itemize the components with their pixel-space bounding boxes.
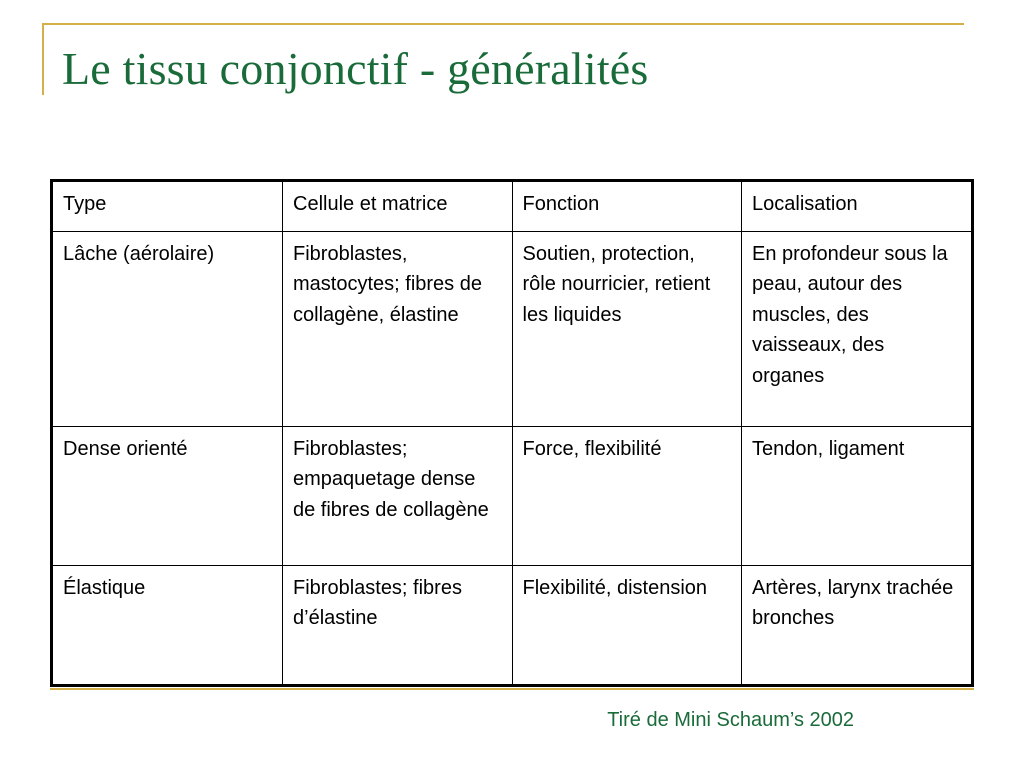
tissue-table: [50, 179, 974, 687]
table-cell: Élastique: [53, 565, 283, 684]
table-header-row: [53, 182, 971, 231]
table-row: [53, 231, 971, 426]
decorative-bottom-line: [50, 688, 974, 690]
table-cell: Fibroblastes; empaquetage dense de fibres de collagène: [283, 426, 513, 565]
table-cell: Lâche (aérolaire): [53, 231, 283, 426]
table-cell: Dense orienté: [53, 426, 283, 565]
table-cell: Soutien, protection, rôle nourricier, retient les liquides: [512, 231, 742, 426]
table-cell: Artères, larynx trachée bronches: [742, 565, 972, 684]
table-cell: Tendon, ligament: [742, 426, 972, 565]
table-row: [53, 426, 971, 565]
header-cell-type: Type: [53, 182, 283, 231]
table-cell: Fibroblastes; fibres d’élastine: [283, 565, 513, 684]
decorative-left-line: [42, 23, 44, 95]
header-cell-function: Fonction: [512, 182, 742, 231]
source-credit: Tiré de Mini Schaum’s 2002: [607, 709, 854, 731]
table-cell: En profondeur sous la peau, autour des muscles, des vaisseaux, des organes: [742, 231, 972, 426]
table-row: [53, 565, 971, 684]
table-cell: Force, flexibilité: [512, 426, 742, 565]
decorative-top-line: [42, 23, 964, 25]
header-cell-location: Localisation: [742, 182, 972, 231]
header-cell-cells-matrix: Cellule et matrice: [283, 182, 513, 231]
table-cell: Fibroblastes, mastocytes; fibres de collagène, élastine: [283, 231, 513, 426]
table-cell: Flexibilité, distension: [512, 565, 742, 684]
slide-title: Le tissu conjonctif - généralités: [62, 43, 649, 94]
